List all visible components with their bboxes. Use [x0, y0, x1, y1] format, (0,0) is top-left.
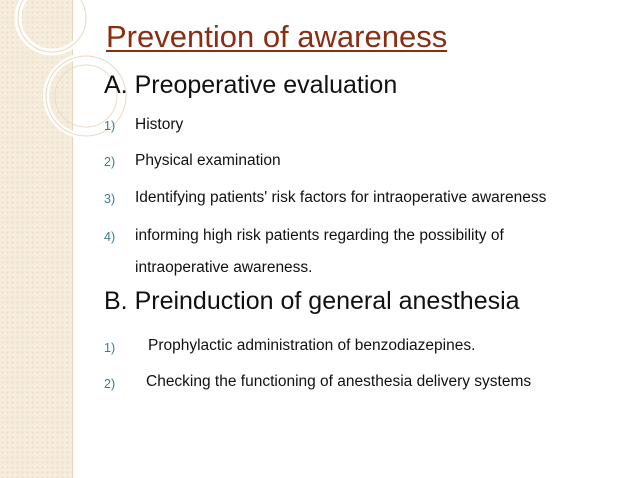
section-b-heading: B. Preinduction of general anesthesia: [104, 287, 520, 315]
slide-title: Prevention of awareness: [106, 19, 448, 54]
item-text: Identifying patients' risk factors for intraoperative awareness: [135, 189, 547, 206]
item-number: 2): [104, 155, 116, 169]
item-text-line-2: intraoperative awareness.: [135, 259, 313, 276]
item-number: 3): [104, 192, 116, 206]
section-a-heading: A. Preoperative evaluation: [104, 71, 398, 99]
item-number: 1): [104, 341, 116, 355]
item-number: 4): [104, 230, 116, 244]
item-number: 2): [104, 377, 116, 391]
item-text: History: [135, 116, 184, 133]
item-text: Checking the functioning of anesthesia delivery systems: [146, 373, 532, 390]
item-text: Prophylactic administration of benzodiazepines.: [148, 337, 476, 354]
item-text-line-1: informing high risk patients regarding the possibility of: [135, 227, 504, 244]
item-text: Physical examination: [135, 152, 281, 169]
item-number: 1): [104, 119, 116, 133]
